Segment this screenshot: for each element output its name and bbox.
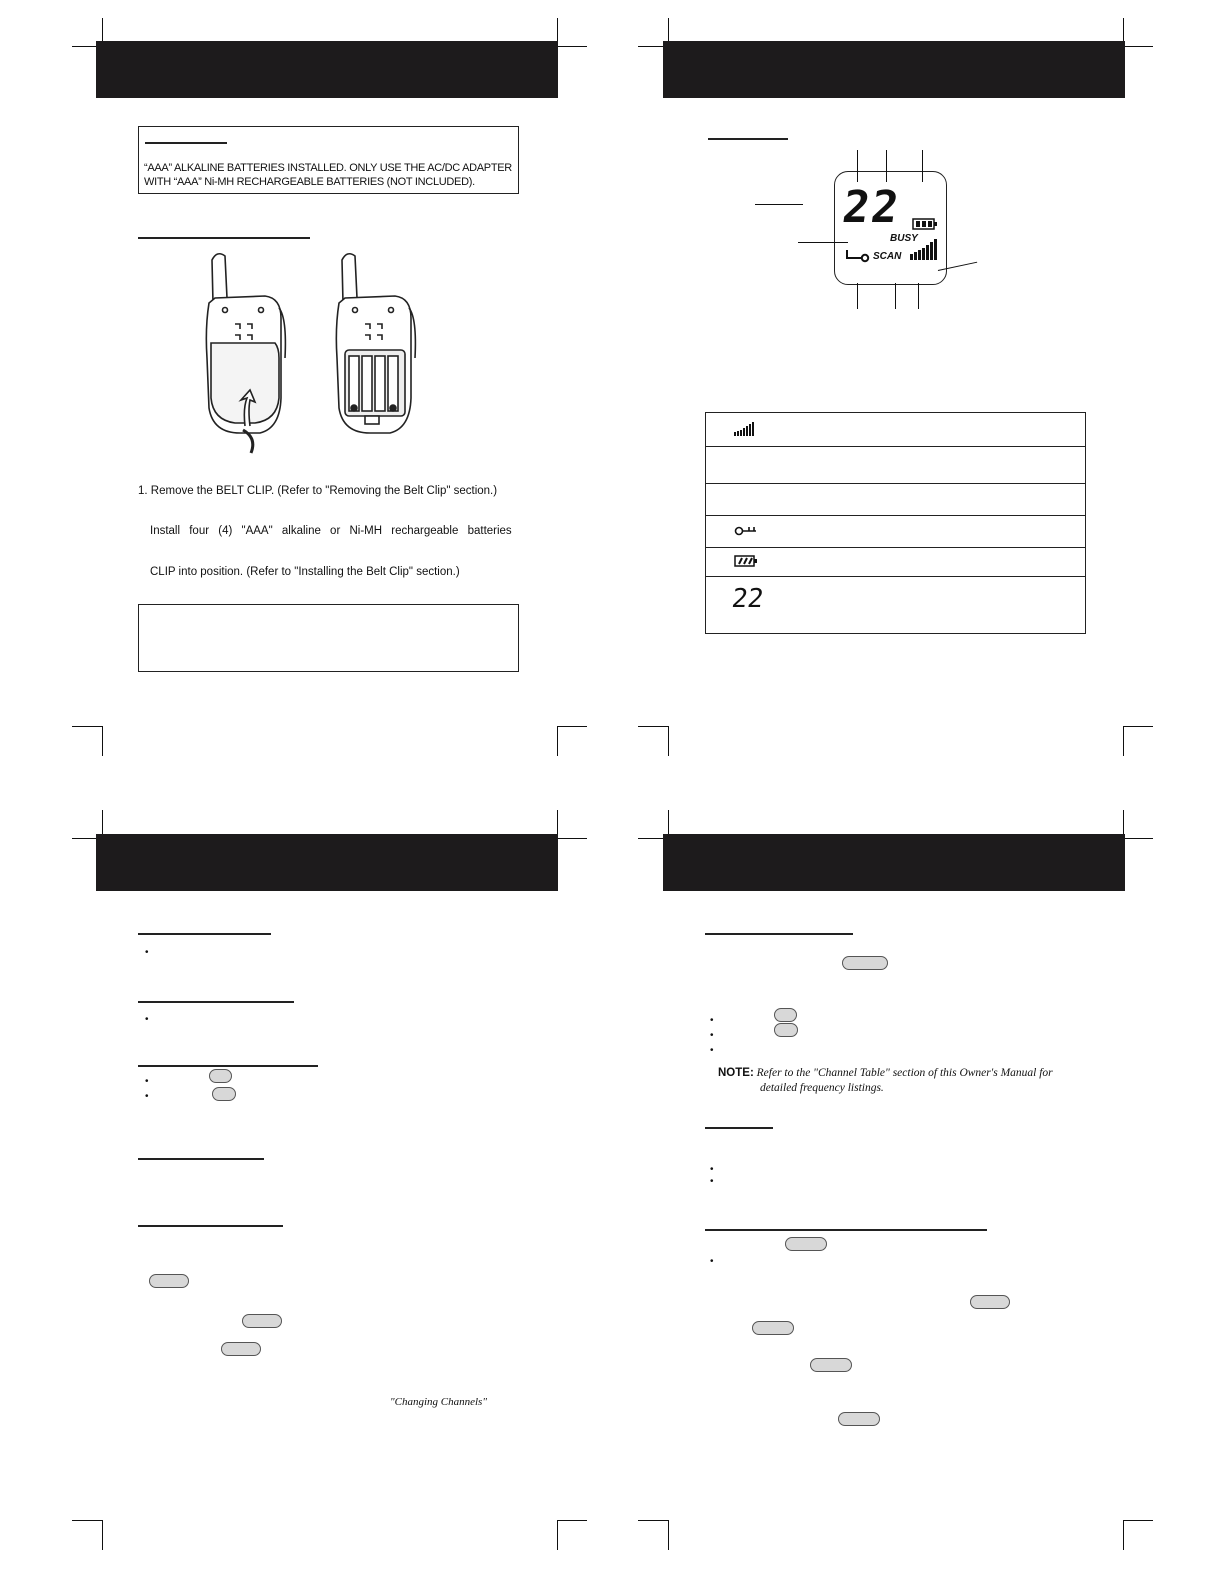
p3-button-icon <box>242 1314 282 1328</box>
p4-bullet: • <box>710 1256 714 1267</box>
p4-button-icon <box>774 1008 797 1022</box>
lcd-heading-underline <box>708 138 788 140</box>
install-step-2: Install four (4) "AAA" alkaline or Ni-MH rechargeable batteries <box>150 525 512 537</box>
p4-button-icon <box>785 1237 827 1251</box>
p3-heading4-underline <box>138 1158 264 1160</box>
p4-button-icon <box>842 956 888 970</box>
key-lock-icon <box>734 525 758 537</box>
p4-button-icon <box>774 1023 798 1037</box>
p4-bullet: • <box>710 1176 714 1187</box>
note-label: NOTE: <box>718 1067 754 1079</box>
table-row-signal <box>706 413 1085 447</box>
install-step-1: 1. Remove the BELT CLIP. (Refer to "Removing the Belt Clip" section.) <box>138 485 498 497</box>
warning-heading-underline <box>145 142 227 144</box>
p3-bullet: • <box>145 947 149 958</box>
p3-heading5-underline <box>138 1225 283 1227</box>
table-row-channel <box>706 576 1085 633</box>
table-row-busy <box>706 446 1085 484</box>
warning-text-line1: “AAA” ALKALINE BATTERIES INSTALLED. ONLY USE THE AC/DC ADAPTER <box>144 162 512 174</box>
p4-button-icon <box>752 1321 794 1335</box>
table-row-key-lock <box>706 515 1085 548</box>
battery-icon <box>734 555 758 567</box>
p4-bullet: • <box>710 1164 714 1175</box>
lcd-busy-indicator: BUSY <box>890 233 918 244</box>
p3-button-icon <box>221 1342 261 1356</box>
p3-button-icon <box>209 1069 232 1083</box>
p3-heading1-underline <box>138 933 271 935</box>
lcd-battery-icon <box>912 218 938 230</box>
lcd-channel-digits: 22 <box>839 182 904 233</box>
radio-back-cover-icon <box>206 254 285 453</box>
lcd-signal-strength-icon <box>910 238 940 260</box>
table-row-scan <box>706 483 1085 516</box>
p4-button-icon <box>970 1295 1010 1309</box>
page1-note-box <box>138 604 519 672</box>
install-step-3: CLIP into position. (Refer to "Installing the Belt Clip" section.) <box>150 566 460 578</box>
battery-warning-box <box>138 126 519 194</box>
radio-open-compartment-icon <box>336 254 415 433</box>
p4-heading2-underline <box>705 1127 773 1129</box>
p3-bullet: • <box>145 1076 149 1087</box>
p4-bullet: • <box>710 1015 714 1026</box>
p4-bullet: • <box>710 1030 714 1041</box>
lcd-scan-indicator: SCAN <box>873 251 902 262</box>
p3-button-icon <box>212 1087 236 1101</box>
install-heading-underline <box>138 237 310 239</box>
p4-button-icon <box>810 1358 852 1372</box>
lcd-key-lock-icon <box>845 249 871 263</box>
p3-bullet: • <box>145 1091 149 1102</box>
p3-heading2-underline <box>138 1001 294 1003</box>
page4-header-bar <box>663 834 1125 891</box>
p4-heading1-underline <box>705 933 853 935</box>
p4-button-icon <box>838 1412 880 1426</box>
p4-heading3-underline <box>705 1229 987 1231</box>
p3-bullet: • <box>145 1014 149 1025</box>
p3-button-icon <box>149 1274 189 1288</box>
channel-digits-icon: 22 <box>729 584 766 614</box>
table-row-battery <box>706 547 1085 577</box>
note-line1: Refer to the "Channel Table" section of this Owner's Manual for <box>756 1067 1053 1079</box>
page3-header-bar <box>96 834 558 891</box>
changing-channels-reference: "Changing Channels" <box>390 1396 487 1408</box>
lcd-icon-table <box>705 412 1086 634</box>
p4-bullet: • <box>710 1045 714 1056</box>
signal-strength-icon <box>734 422 756 436</box>
page1-header-bar <box>96 41 558 98</box>
channel-table-note-line2: detailed frequency listings. <box>760 1082 884 1094</box>
warning-text-line2: WITH “AAA” Ni-MH RECHARGEABLE BATTERIES (NOT INCLUDED). <box>144 176 475 188</box>
page2-header-bar <box>663 41 1125 98</box>
channel-table-note <box>718 1066 1053 1081</box>
p3-heading3-underline <box>138 1065 318 1067</box>
battery-installation-illustration <box>195 248 435 458</box>
